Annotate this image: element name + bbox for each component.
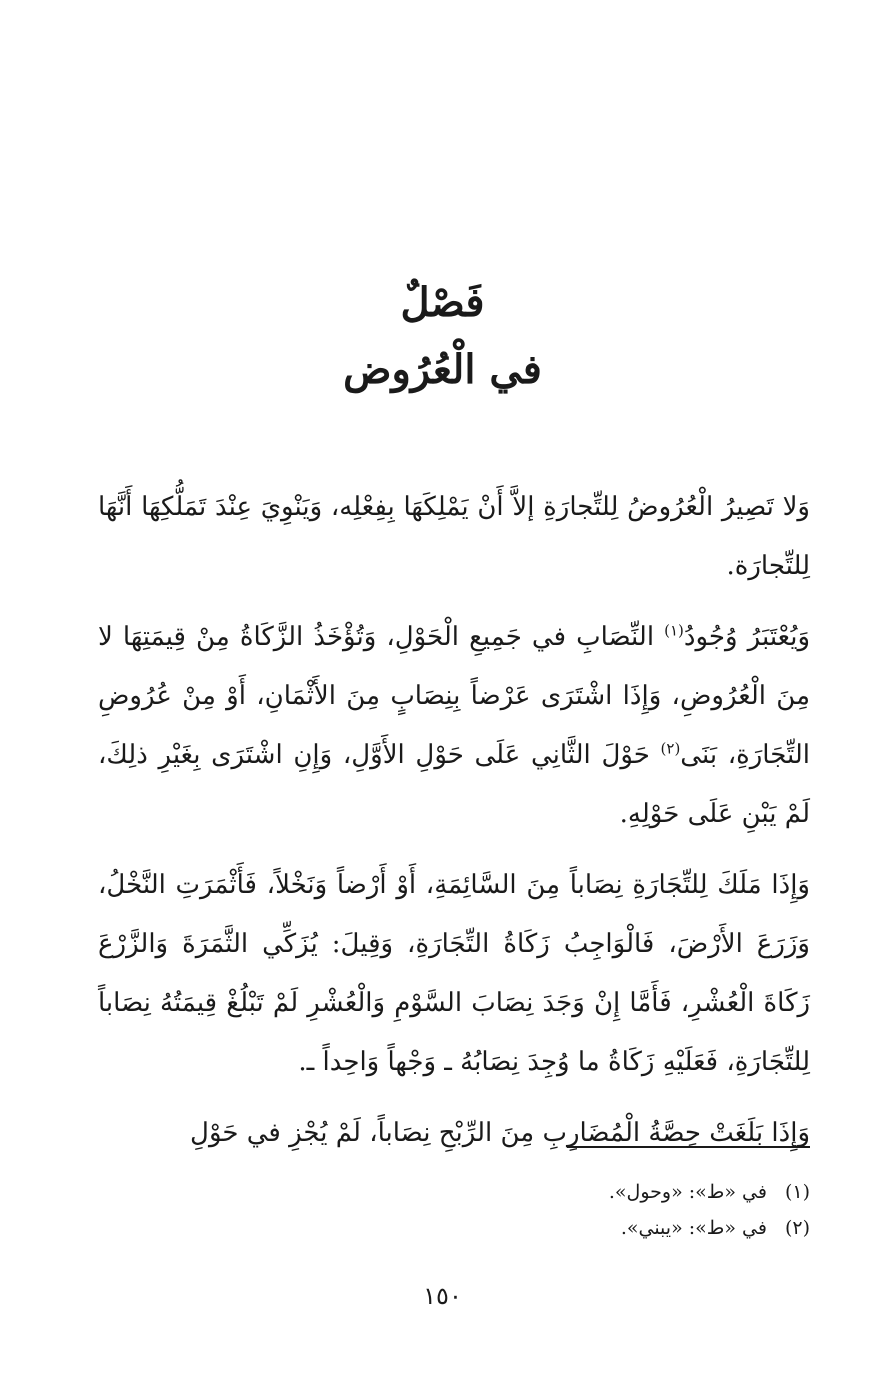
footnote-1 xyxy=(310,1174,810,1210)
footnote-number: (١) xyxy=(784,1181,810,1203)
section-title: فَصْلٌ xyxy=(400,279,485,326)
footnote-text: في «ط»: «يبني». xyxy=(620,1217,767,1239)
footnotes xyxy=(310,1174,810,1246)
paragraph-4: وَإِذَا بَلَغَتْ حِصَّةُ الْمُضَارِبِ مِنَ الرِّبْحِ نِصَاباً، لَمْ يُجْزِ في حَوْلِ xyxy=(190,1118,810,1148)
footnote-2 xyxy=(310,1210,810,1246)
paragraph-2 xyxy=(98,608,810,844)
paragraph-1: وَلا تَصِيرُ الْعُرُوضُ لِلتِّجارَةِ إلاَّ أَنْ يَمْلِكَهَا بِفِعْلِه، وَيَنْوِيَ عِنْدَ تَمَلُّكِهَا أَنَّهَا لِلتِّجارَة. xyxy=(98,492,810,581)
footnote-separator xyxy=(567,1146,810,1148)
paragraph-2-part-1: وَيُعْتَبَرُ وُجُودُ xyxy=(683,622,810,652)
paragraph-2-part-3: حَوْلَ الثَّانِي عَلَى حَوْلِ الأَوَّلِ، وَإِنِ اشْتَرَى بِغَيْرِ ذلِكَ، لَمْ يَبْنِ عَلَى حَوْلِهِ. xyxy=(98,740,810,829)
footnote-text: في «ط»: «وحول». xyxy=(608,1181,767,1203)
page-number: ١٥٠ xyxy=(423,1282,462,1310)
main-text xyxy=(98,478,810,1163)
footnote-ref-2: (٢) xyxy=(660,739,681,758)
footnote-ref-1: (١) xyxy=(664,621,684,640)
footnote-number: (٢) xyxy=(784,1217,810,1239)
section-subtitle: في الْعُرُوض xyxy=(343,346,542,393)
paragraph-3: وَإِذَا مَلَكَ لِلتِّجَارَةِ نِصَاباً مِنَ السَّائِمَةِ، أَوْ أَرْضاً وَنَخْلاً، فَأَثْمَرَتِ النَّخْلُ، وَزَرَعَ الأَرْضَ، فَالْوَاجِبُ زَكَاةُ التِّجَارَةِ، وَقِيلَ: يُزَكِّي الثَّمَرَةَ وَالزَّرْعَ زَكَاةَ الْعُشْرِ، فَأَمَّا إِنْ وَجَدَ نِصَابَ السَّوْمِ وَالْعُشْرِ لَمْ تَبْلُغْ قِيمَتُهُ نِصَاباً لِلتِّجَارَةِ، فَعَلَيْهِ زَكَاةُ ما وُجِدَ نِصَابُهُ ـ وَجْهاً وَاحِداً ـ. xyxy=(98,870,810,1077)
paragraph-2-part-2: النِّصَابِ في جَمِيعِ الْحَوْلِ، وَتُؤْخَذُ الزَّكَاةُ مِنْ قِيمَتِهَا لا مِنَ الْعُرُوضِ، وَإِذَا اشْتَرَى عَرْضاً بِنِصَابٍ مِنَ الأَثْمَانِ، أَوْ مِنْ عُرُوضِ التِّجَارَةِ، بَنَى xyxy=(98,622,810,770)
